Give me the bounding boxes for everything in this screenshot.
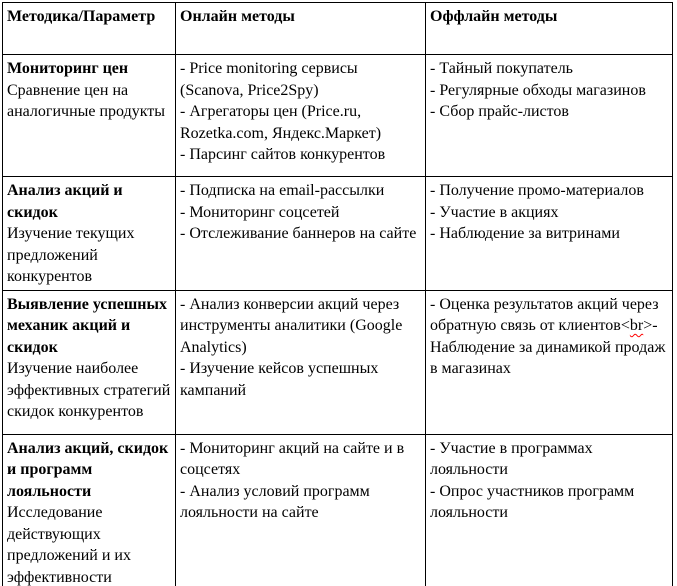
online-method-item: - Изучение кейсов успешных кампаний bbox=[180, 360, 379, 399]
cell-online-methods bbox=[176, 55, 426, 177]
online-method-item: - Парсинг сайтов конкурентов bbox=[180, 146, 386, 163]
method-desc: Исследование действующих предложений и их эффективности bbox=[7, 504, 131, 586]
offline-method-item: - Тайный покупатель bbox=[430, 60, 573, 77]
offline-method-item: - Сбор прайс-листов bbox=[430, 103, 569, 120]
misspelled-br-token: br bbox=[629, 317, 644, 334]
offline-method-item: - Участие в акциях bbox=[430, 203, 559, 221]
online-method-item: - Мониторинг соцсетей bbox=[180, 203, 340, 221]
offline-method-item: - Получение промо-материалов bbox=[430, 182, 644, 199]
cell-method bbox=[3, 434, 176, 586]
method-desc: Сравнение цен на аналогичные продукты bbox=[7, 81, 166, 120]
online-method-item: - Агрегаторы цен (Price.ru, Rozetka.com, Яндекс.Маркет) bbox=[180, 103, 382, 142]
online-method-item: - Мониторинг акций на сайте и в соцсетях bbox=[180, 439, 405, 478]
method-title: Анализ акций, скидок и программ лояльности bbox=[7, 439, 169, 500]
offline-text-part: >- Наблюдение за динамикой продаж в магазинах bbox=[430, 317, 666, 377]
cell-offline-methods bbox=[426, 290, 673, 434]
online-method-item: - Анализ условий программ лояльности на сайте bbox=[180, 482, 370, 521]
method-desc: Изучение наиболее эффективных стратегий скидок конкурентов bbox=[7, 360, 171, 420]
header-cell-offline-methods: Оффлайн методы bbox=[426, 3, 673, 55]
offline-text-part: - Оценка результатов акций через обратную связь от клиентов< bbox=[430, 295, 659, 334]
method-desc: Изучение текущих предложений конкурентов bbox=[7, 225, 135, 285]
header-cell-method-param: Методика/Параметр bbox=[3, 3, 176, 55]
cell-online-methods bbox=[176, 290, 426, 434]
online-method-item: - Price monitoring сервисы (Scanova, Price2Spy) bbox=[180, 60, 358, 99]
offline-method-text bbox=[430, 294, 670, 380]
cell-online-methods bbox=[176, 177, 426, 291]
offline-method-item: - Наблюдение за витринами bbox=[430, 225, 620, 242]
method-title: Выявление успешных механик акций и скидок bbox=[7, 295, 168, 356]
cell-online-methods bbox=[176, 434, 426, 586]
method-title: Мониторинг цен bbox=[7, 60, 129, 77]
competitor-analysis-table bbox=[2, 2, 673, 586]
document-page bbox=[0, 2, 677, 586]
online-method-item: - Отслеживание баннеров на сайте bbox=[180, 225, 417, 242]
cell-method bbox=[3, 177, 176, 291]
header-cell-online-methods: Онлайн методы bbox=[176, 3, 426, 55]
offline-method-item: - Регулярные обходы магазинов bbox=[430, 81, 646, 99]
table-row-loyalty-programs bbox=[3, 434, 673, 586]
cell-method bbox=[3, 55, 176, 177]
offline-method-item: - Опрос участников программ лояльности bbox=[430, 482, 635, 521]
cell-method bbox=[3, 290, 176, 434]
online-method-item: - Анализ конверсии акций через инструменты аналитики (Google Analytics) bbox=[180, 295, 403, 356]
offline-method-item: - Участие в программах лояльности bbox=[430, 439, 593, 478]
method-title: Анализ акций и скидок bbox=[7, 182, 123, 221]
cell-offline-methods bbox=[426, 55, 673, 177]
online-method-item: - Подписка на email-рассылки bbox=[180, 182, 385, 199]
table-row-successful-mechanics bbox=[3, 290, 673, 434]
table-row-promo-analysis bbox=[3, 177, 673, 291]
cell-offline-methods bbox=[426, 434, 673, 586]
table-header-row bbox=[3, 3, 673, 55]
table-row-price-monitoring bbox=[3, 55, 673, 177]
cell-offline-methods bbox=[426, 177, 673, 291]
